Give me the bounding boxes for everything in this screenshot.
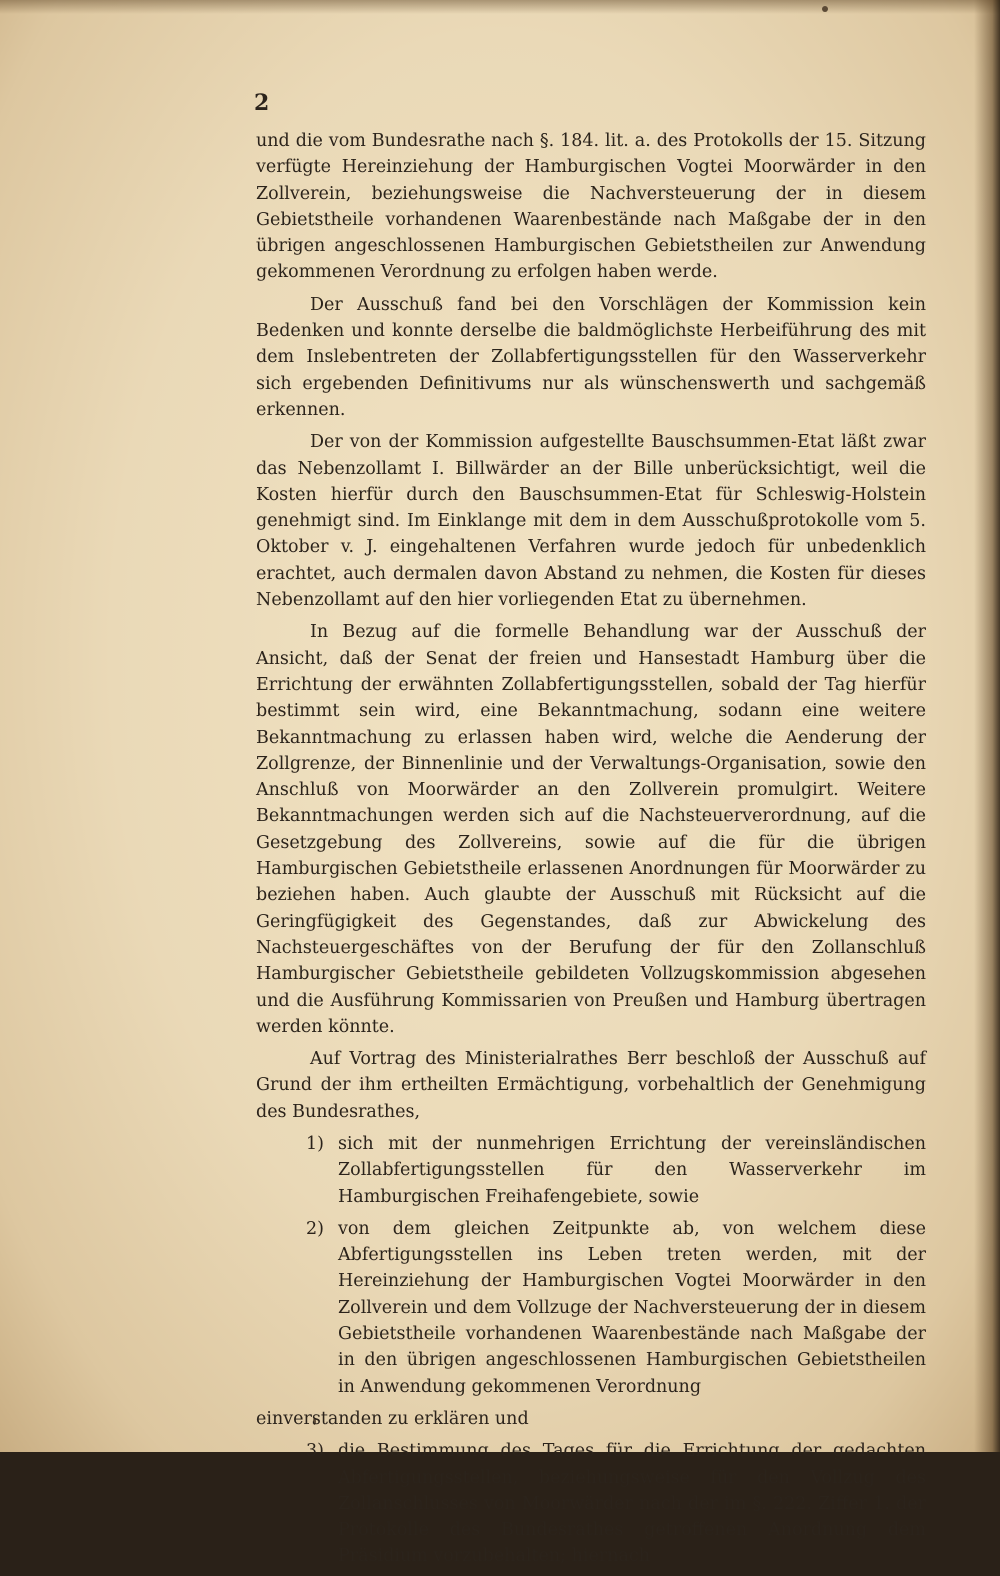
body-text [256,128,926,1576]
list-item-text: sich mit der nunmehrigen Errichtung der vereinsländischen Zollabfertigungsstellen für den Wasserverkehr im Hamburgischen Freihafengebiete, sowie [338,1133,926,1207]
list-item-number: 3) [306,1441,324,1462]
list-item-text: die Bestimmung des Tages für die Errichtung der gedachten Abfertigungsstellen, beziehungsweise für den Vollzug des Zollanschlusses von Moorwärder nach der im §. 222. Ziffer 1. der Protokolle des Bundesrathes getroffenen Anordnung dem Präsidium vorzubehalten; hiernach [338,1441,926,1567]
page-edge-shadow-top [0,0,1000,14]
paragraph: In Bezug auf die formelle Behandlung war der Ausschuß der Ansicht, daß der Senat der freien und Hansestadt Hamburg über die Errichtung der erwähnten Zollabfertigungsstellen, sobald der Tag hierfür bestimmt sein wird, eine Bekanntmachung, sodann eine weitere Bekanntmachung zu erlassen haben wird, welche die Aenderung der Zollgrenze, der Binnenlinie und der Verwaltungs-Organisation, sowie den Anschluß von Moorwärder an den Zollverein promulgirt. Weitere Bekanntmachungen werden sich auf die Nachsteuerverordnung, auf die Gesetzgebung des Zollvereins, sowie auf die für die übrigen Hamburgischen Gebietstheile erlassenen Anordnungen für Moorwärder zu beziehen haben. Auch glaubte der Ausschuß mit Rücksicht auf die Geringfügigkeit des Gegenstandes, daß zur Abwickelung des Nachsteuergeschäftes von der Berufung der für den Zollanschluß Hamburgischer Gebietstheile gebildeten Vollzugskommission abgesehen und die Ausführung Kommissarien von Preußen und Hamburg übertragen werden könnte. [256,622,926,1037]
paragraph: Auf Vortrag des Ministerialrathes Berr beschloß der Ausschuß auf Grund der ihm ertheilten Ermächtigung, vorbehaltlich der Genehmigung des Bundesrathes, [256,1049,926,1122]
page-number: 2 [254,90,270,116]
list-item-number: 2) [306,1218,324,1239]
list-item [256,1216,926,1400]
paragraph: Der Ausschuß fand bei den Vorschlägen der Kommission kein Bedenken und konnte derselbe die baldmöglichste Herbeiführung des mit dem Inslebentreten der Zollabfertigungsstellen für den Wasserverkehr sich ergebenden Definitivums nur als wünschenswerth und sachgemäß erkennen. [256,294,926,420]
paragraph: Der von der Kommission aufgestellte Bauschsummen-Etat läßt zwar das Nebenzollamt I. Billwärder an der Bille unberücksichtigt, weil die Kosten hierfür durch den Bauschsummen-Etat für Schleswig-Holstein genehmigt sind. Im Einklange mit dem in dem Ausschußprotokolle vom 5. Oktober v. J. eingehaltenen Verfahren wurde jedoch für unbedenklich erachtet, auch dermalen davon Abstand zu nehmen, die Kosten für dieses Nebenzollamt auf den hier vorliegenden Etat zu übernehmen. [256,432,926,611]
page-edge-shadow-right [974,0,1000,1452]
list-item [256,1131,926,1210]
list-item-text: von dem gleichen Zeitpunkte ab, von welchem diese Abfertigungsstellen ins Leben treten werden, mit der Hereinziehung der Hamburgischen Vogtei Moorwärder in den Zollverein und dem Vollzuge der Nachversteuerung der in diesem Gebietstheile vorhandenen Waarenbestände nach Maßgabe der in den übrigen angeschlossenen Hamburgischen Gebietstheilen in Anwendung gekommenen Verordnung [338,1218,926,1397]
enumerated-list [256,1131,926,1400]
list-item [256,1438,926,1569]
list-item-number: 1) [306,1133,324,1154]
ink-spot [822,6,828,12]
paragraph: und die vom Bundesrathe nach §. 184. lit. a. des Protokolls der 15. Sitzung verfügte Hereinziehung der Hamburgischen Vogtei Moorwärder in den Zollverein, beziehungsweise die Nachversteuerung der in diesem Gebietstheile vorhandenen Waarenbestände nach Maßgabe der in den übrigen angeschlossenen Hamburgischen Gebietstheilen zur Anwendung gekommenen Verordnung zu erfolgen haben werde. [256,131,926,283]
enumerated-list [256,1438,926,1569]
continuation-line: einverstanden zu erklären und [256,1408,529,1429]
